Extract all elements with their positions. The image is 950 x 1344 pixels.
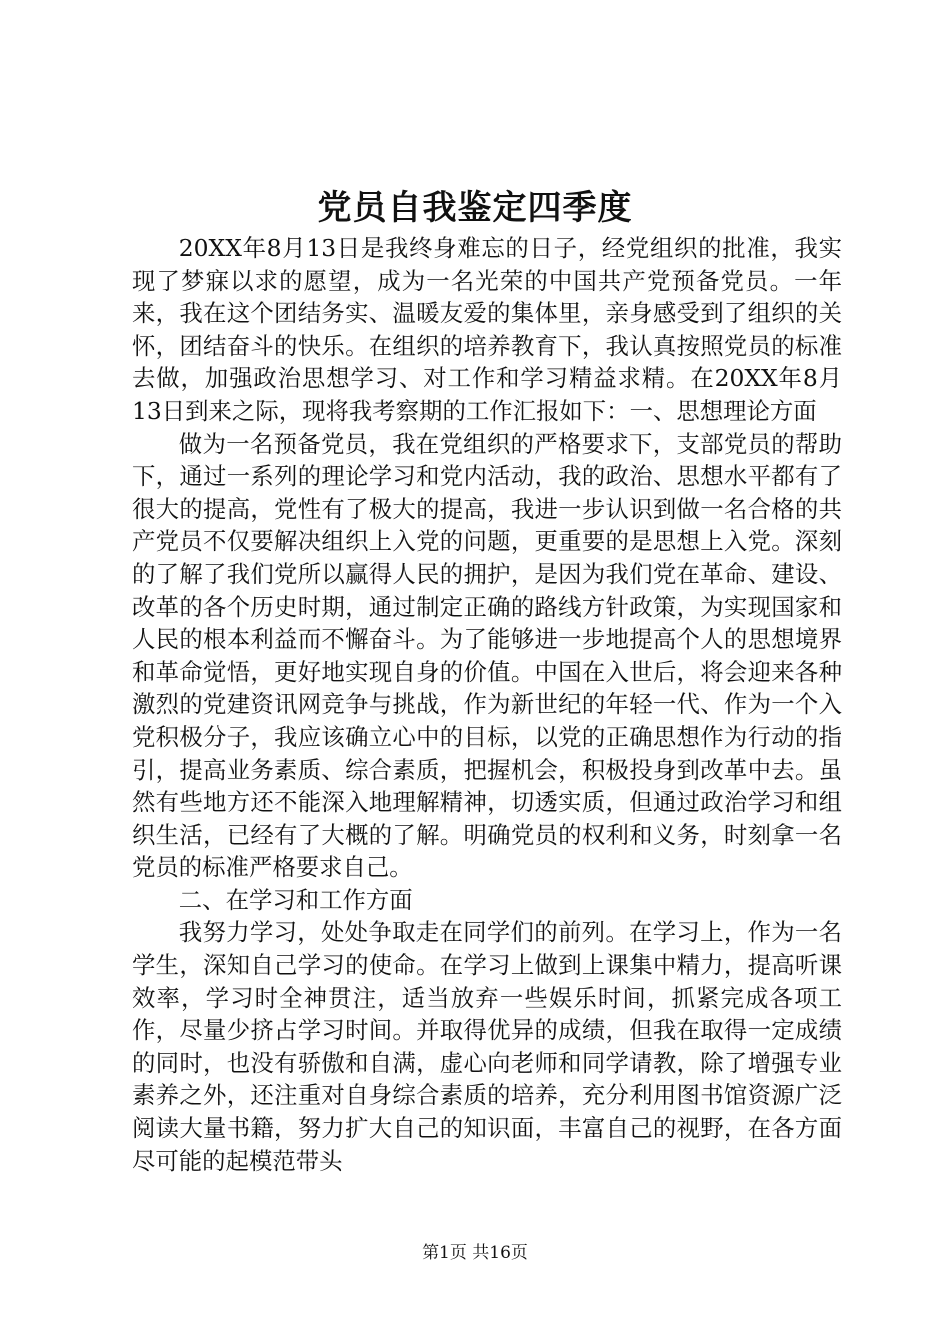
page-footer: 第1页 共16页: [422, 1243, 528, 1263]
paragraph-ideology: 做为一名预备党员，我在党组织的严格要求下，支部党员的帮助下，通过一系列的理论学习和党内活动，我的政治、思想水平都有了很大的提高，党性有了极大的提高，我进一步认识到做一名合格的共产党员不仅要解决组织上入党的问题，更重要的是思想上入党。深刻的了解了我们党所以赢得人民的拥护，是因为我们党在革命、建设、改革的各个历史时期，通过制定正确的路线方针政策，为实现国家和人民的根本利益而不懈奋斗。为了能够进一步地提高个人的思想境界和革命觉悟，更好地实现自身的价值。中国在入世后，将会迎来各种激烈的党建资讯网竞争与挑战，作为新世纪的年轻一代、作为一个入党积极分子，我应该确立心中的目标，以党的正确思想作为行动的指引，提高业务素质、综合素质，把握机会，积极投身到改革中去。虽然有些地方还不能深入地理解精神，切透实质，但通过政治学习和组织生活，已经有了大概的了解。明确党员的权利和义务，时刻拿一名党员的标准严格要求自己。: [132, 429, 842, 882]
section-heading-study-work: 二、在学习和工作方面: [178, 885, 413, 914]
document-title: 党员自我鉴定四季度: [317, 188, 633, 228]
paragraph-study: 我努力学习，处处争取走在同学们的前列。在学习上，作为一名学生，深知自己学习的使命。在学习上做到上课集中精力，提高听课效率，学习时全神贯注，适当放弃一些娱乐时间，抓紧完成各项工作，尽量少挤占学习时间。并取得优异的成绩，但我在取得一定成绩的同时，也没有骄傲和自满，虚心向老师和同学请教，除了增强专业素养之外，还注重对自身综合素质的培养，充分利用图书馆资源广泛阅读大量书籍，努力扩大自己的知识面，丰富自己的视野，在各方面尽可能的起模范带头: [132, 918, 842, 1175]
paragraph-intro: 20XX年8月13日是我终身难忘的日子，经党组织的批准，我实现了梦寐以求的愿望，成为一名光荣的中国共产党预备党员。一年来，我在这个团结务实、温暖友爱的集体里，亲身感受到了组织的关怀，团结奋斗的快乐。在组织的培养教育下，我认真按照党员的标准去做，加强政治思想学习、对工作和学习精益求精。在20XX年8月13日到来之际，现将我考察期的工作汇报如下：一、思想理论方面: [132, 234, 842, 425]
document-body: [132, 232, 842, 1177]
